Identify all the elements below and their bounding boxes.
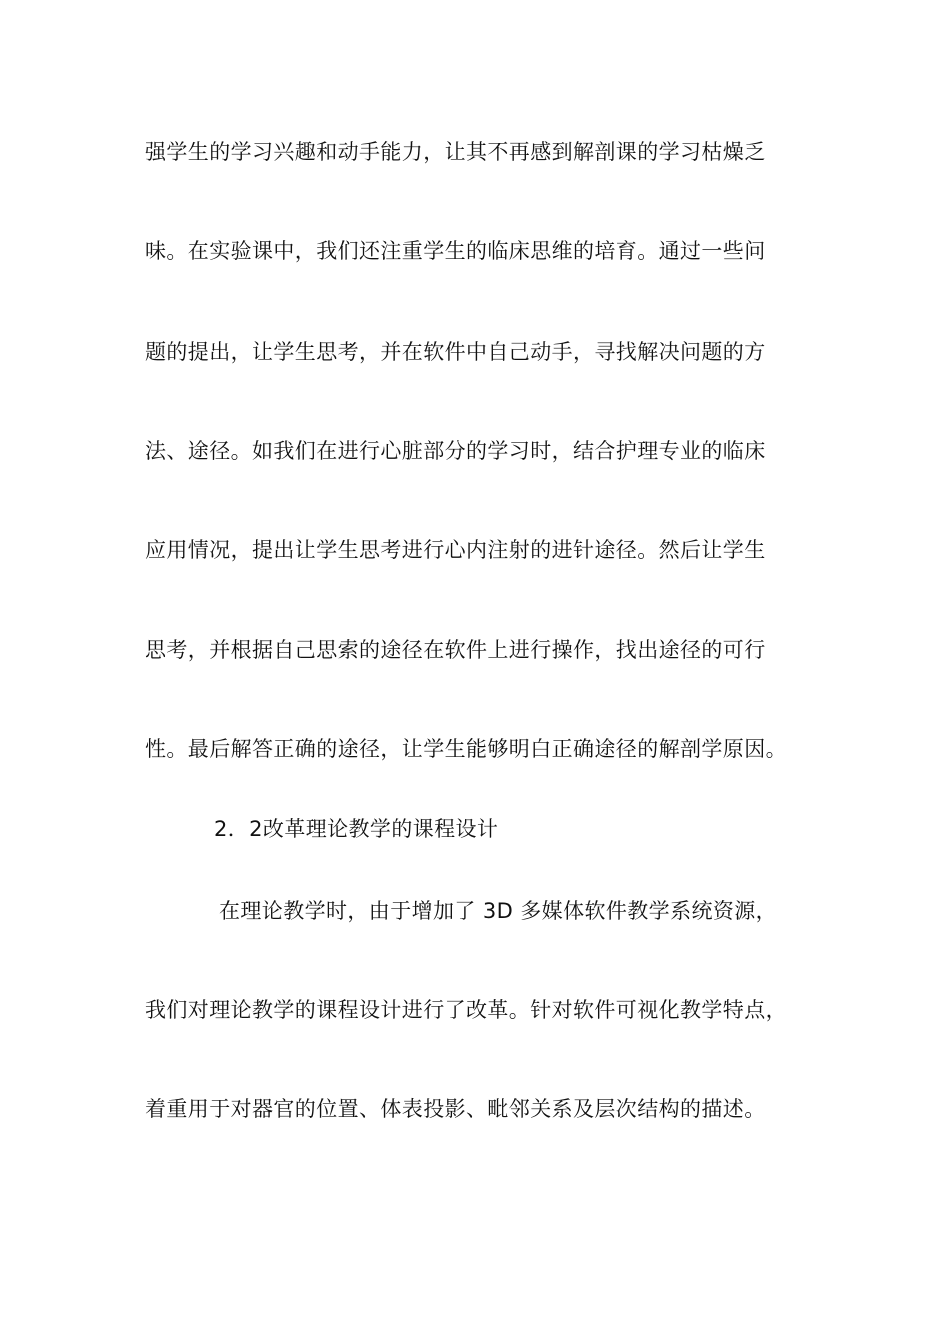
- paragraph-line: 应用情况，提出让学生思考进行心内注射的进针途径。然后让学生: [145, 538, 766, 562]
- paragraph-line: 味。在实验课中，我们还注重学生的临床思维的培育。通过一些问: [145, 239, 766, 263]
- paragraph-line: 性。最后解答正确的途径，让学生能够明白正确途径的解剖学原因。: [145, 737, 787, 761]
- paragraph-line: 强学生的学习兴趣和动手能力，让其不再感到解剖课的学习枯燥乏: [145, 140, 766, 164]
- paragraph-line: 我们对理论教学的课程设计进行了改革。针对软件可视化教学特点，: [145, 998, 787, 1022]
- paragraph-line: 在理论教学时，由于增加了 3D 多媒体软件教学系统资源，: [219, 899, 778, 923]
- paragraph-line: 思考，并根据自己思索的途径在软件上进行操作，找出途径的可行: [145, 638, 766, 662]
- section-heading: 2．2改革理论教学的课程设计: [214, 817, 499, 841]
- paragraph-line: 法、途径。如我们在进行心脏部分的学习时，结合护理专业的临床: [145, 439, 766, 463]
- paragraph-line: 着重用于对器官的位置、体表投影、毗邻关系及层次结构的描述。: [145, 1097, 766, 1121]
- paragraph-line: 题的提出，让学生思考，并在软件中自己动手，寻找解决问题的方: [145, 340, 766, 364]
